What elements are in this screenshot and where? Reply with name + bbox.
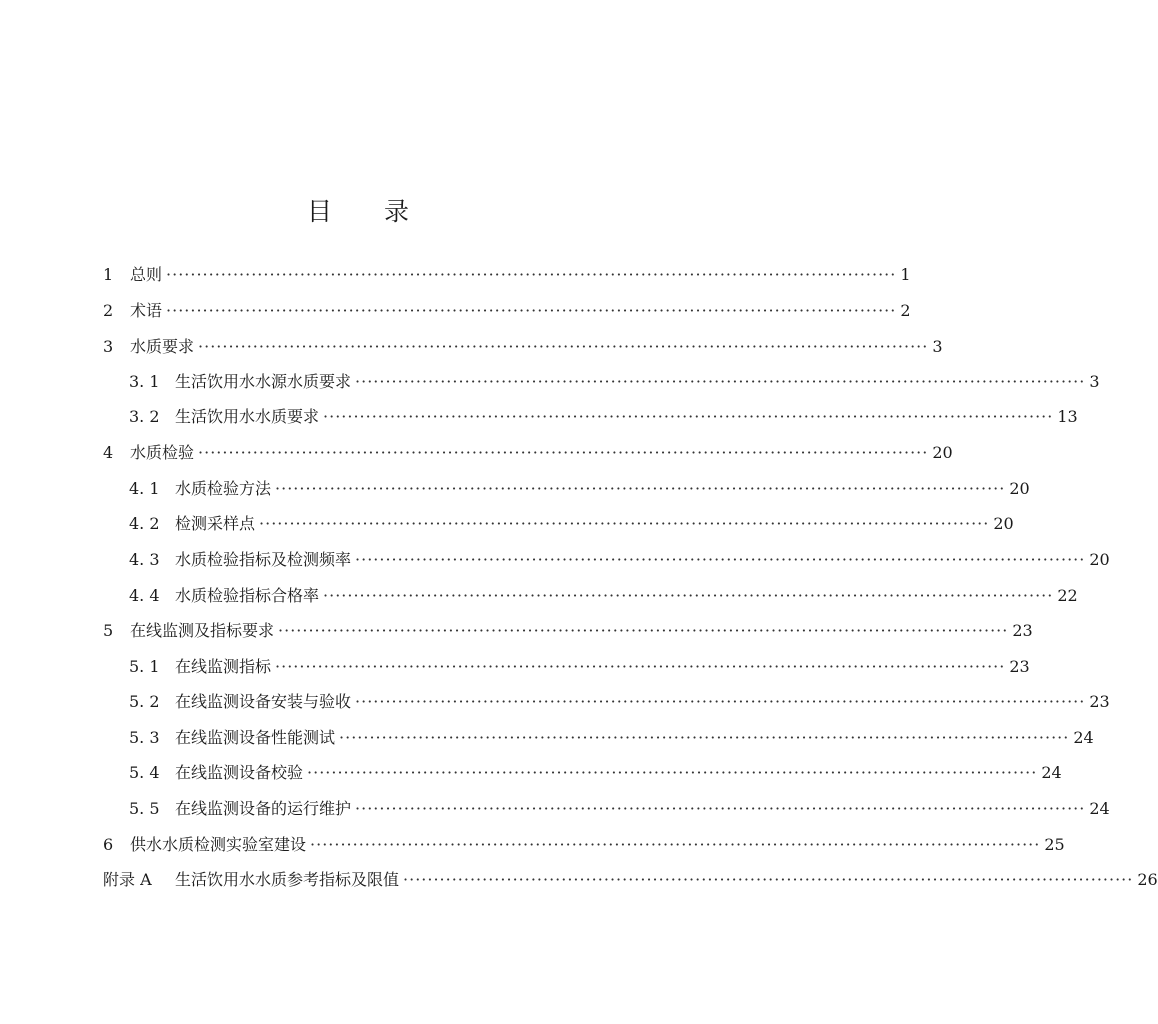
dot-leader: ························································································································ bbox=[166, 265, 897, 284]
toc-entry-title: 总则 bbox=[130, 265, 163, 284]
toc-entry-number: 5. 2 bbox=[129, 692, 160, 711]
toc-entry-page: 26 bbox=[1137, 870, 1158, 889]
toc-entry-title: 水质检验指标合格率 bbox=[175, 586, 320, 605]
toc-entry-title: 检测采样点 bbox=[175, 514, 256, 533]
toc-entry-title: 生活饮用水水源水质要求 bbox=[175, 372, 352, 391]
toc-entry-page: 23 bbox=[1009, 657, 1030, 676]
toc-entry-title: 在线监测设备性能测试 bbox=[175, 728, 336, 747]
dot-leader: ························································································································ bbox=[307, 763, 1038, 782]
toc-entry-number: 6 bbox=[103, 835, 114, 854]
dot-leader: ························································································································ bbox=[323, 586, 1054, 605]
toc-entry-4-1[interactable] bbox=[129, 471, 1030, 507]
dot-leader: ························································································································ bbox=[278, 621, 1009, 640]
toc-entry-page: 23 bbox=[1089, 692, 1110, 711]
dot-leader: ························································································································ bbox=[259, 514, 990, 533]
toc-entry-number: 5 bbox=[103, 621, 114, 640]
dot-leader: ························································································································ bbox=[355, 692, 1086, 711]
toc-entry-title: 在线监测设备校验 bbox=[175, 763, 304, 782]
toc-entry-2[interactable] bbox=[103, 293, 911, 329]
toc-entry-page: 20 bbox=[1009, 479, 1030, 498]
dot-leader: ························································································································ bbox=[275, 479, 1006, 498]
toc-entry-number: 4. 1 bbox=[129, 479, 160, 498]
dot-leader: ························································································································ bbox=[355, 799, 1086, 818]
toc-entry-number: 3. 1 bbox=[129, 372, 160, 391]
toc-entry-title: 生活饮用水水质参考指标及限值 bbox=[175, 870, 400, 889]
dot-leader: ························································································································ bbox=[275, 657, 1006, 676]
dot-leader: ························································································································ bbox=[310, 835, 1041, 854]
toc-entry-6[interactable] bbox=[103, 827, 1065, 863]
toc-entry-page: 24 bbox=[1073, 728, 1094, 747]
toc-entry-number: 附录 A bbox=[103, 870, 152, 889]
toc-entry-title: 供水水质检测实验室建设 bbox=[130, 835, 307, 854]
toc-entry-title: 在线监测指标 bbox=[175, 657, 272, 676]
toc-entry-4-4[interactable] bbox=[129, 578, 1078, 614]
toc-entry-page: 20 bbox=[1089, 550, 1110, 569]
toc-entry-number: 3 bbox=[103, 337, 114, 356]
title-char-1: 目 bbox=[306, 197, 332, 226]
toc-entry-page: 2 bbox=[900, 301, 911, 320]
toc-entry-number: 2 bbox=[103, 301, 114, 320]
toc-entry-page: 25 bbox=[1044, 835, 1065, 854]
toc-entry-3-2[interactable] bbox=[129, 399, 1078, 435]
dot-leader: ························································································································ bbox=[403, 870, 1134, 889]
page-title bbox=[0, 196, 716, 228]
toc-entry-number: 5. 4 bbox=[129, 763, 160, 782]
toc-entry-5-4[interactable] bbox=[129, 755, 1062, 791]
toc-entry-page: 3 bbox=[932, 337, 943, 356]
toc-entry-title: 水质检验方法 bbox=[175, 479, 272, 498]
toc-entry-number: 5. 1 bbox=[129, 657, 160, 676]
toc-entry-number: 4. 4 bbox=[129, 586, 160, 605]
toc-entry-title: 在线监测设备的运行维护 bbox=[175, 799, 352, 818]
toc-entry-page: 24 bbox=[1089, 799, 1110, 818]
toc-entry-5-1[interactable] bbox=[129, 649, 1030, 685]
toc-entry-title: 水质检验指标及检测频率 bbox=[175, 550, 352, 569]
toc-entry-page: 20 bbox=[932, 443, 953, 462]
toc-entry-title: 生活饮用水水质要求 bbox=[175, 407, 320, 426]
dot-leader: ························································································································ bbox=[198, 443, 929, 462]
dot-leader: ························································································································ bbox=[323, 407, 1054, 426]
toc-entry-title: 在线监测设备安装与验收 bbox=[175, 692, 352, 711]
dot-leader: ························································································································ bbox=[339, 728, 1070, 747]
toc-entry-page: 3 bbox=[1089, 372, 1100, 391]
toc-entry-page: 24 bbox=[1041, 763, 1062, 782]
toc-entry-appendix-a[interactable] bbox=[103, 862, 1158, 898]
toc-entry-page: 20 bbox=[993, 514, 1014, 533]
toc-entry-5[interactable] bbox=[103, 613, 1033, 649]
toc-entry-title: 在线监测及指标要求 bbox=[130, 621, 275, 640]
toc-entry-4[interactable] bbox=[103, 435, 953, 471]
dot-leader: ························································································································ bbox=[355, 372, 1086, 391]
toc-entry-number: 5. 3 bbox=[129, 728, 160, 747]
toc-entry-title: 水质检验 bbox=[130, 443, 195, 462]
toc-entry-title: 水质要求 bbox=[130, 337, 195, 356]
dot-leader: ························································································································ bbox=[166, 301, 897, 320]
toc-entry-4-2[interactable] bbox=[129, 506, 1014, 542]
title-char-2: 录 bbox=[384, 197, 410, 226]
toc-entry-page: 22 bbox=[1057, 586, 1078, 605]
toc-entry-page: 1 bbox=[900, 265, 911, 284]
dot-leader: ························································································································ bbox=[198, 337, 929, 356]
toc-entry-page: 13 bbox=[1057, 407, 1078, 426]
toc-entry-number: 4 bbox=[103, 443, 114, 462]
toc-entry-5-3[interactable] bbox=[129, 720, 1094, 756]
toc-entry-number: 5. 5 bbox=[129, 799, 160, 818]
toc-entry-5-5[interactable] bbox=[129, 791, 1110, 827]
toc-entry-4-3[interactable] bbox=[129, 542, 1110, 578]
toc-entry-number: 1 bbox=[103, 265, 114, 284]
toc-entry-3-1[interactable] bbox=[129, 364, 1100, 400]
toc-entry-title: 术语 bbox=[130, 301, 163, 320]
toc-entry-3[interactable] bbox=[103, 329, 943, 365]
toc-entry-number: 4. 2 bbox=[129, 514, 160, 533]
dot-leader: ························································································································ bbox=[355, 550, 1086, 569]
toc-entry-number: 3. 2 bbox=[129, 407, 160, 426]
toc-entry-5-2[interactable] bbox=[129, 684, 1110, 720]
toc-entry-page: 23 bbox=[1012, 621, 1033, 640]
toc-entry-1[interactable] bbox=[103, 257, 911, 293]
toc-entry-number: 4. 3 bbox=[129, 550, 160, 569]
